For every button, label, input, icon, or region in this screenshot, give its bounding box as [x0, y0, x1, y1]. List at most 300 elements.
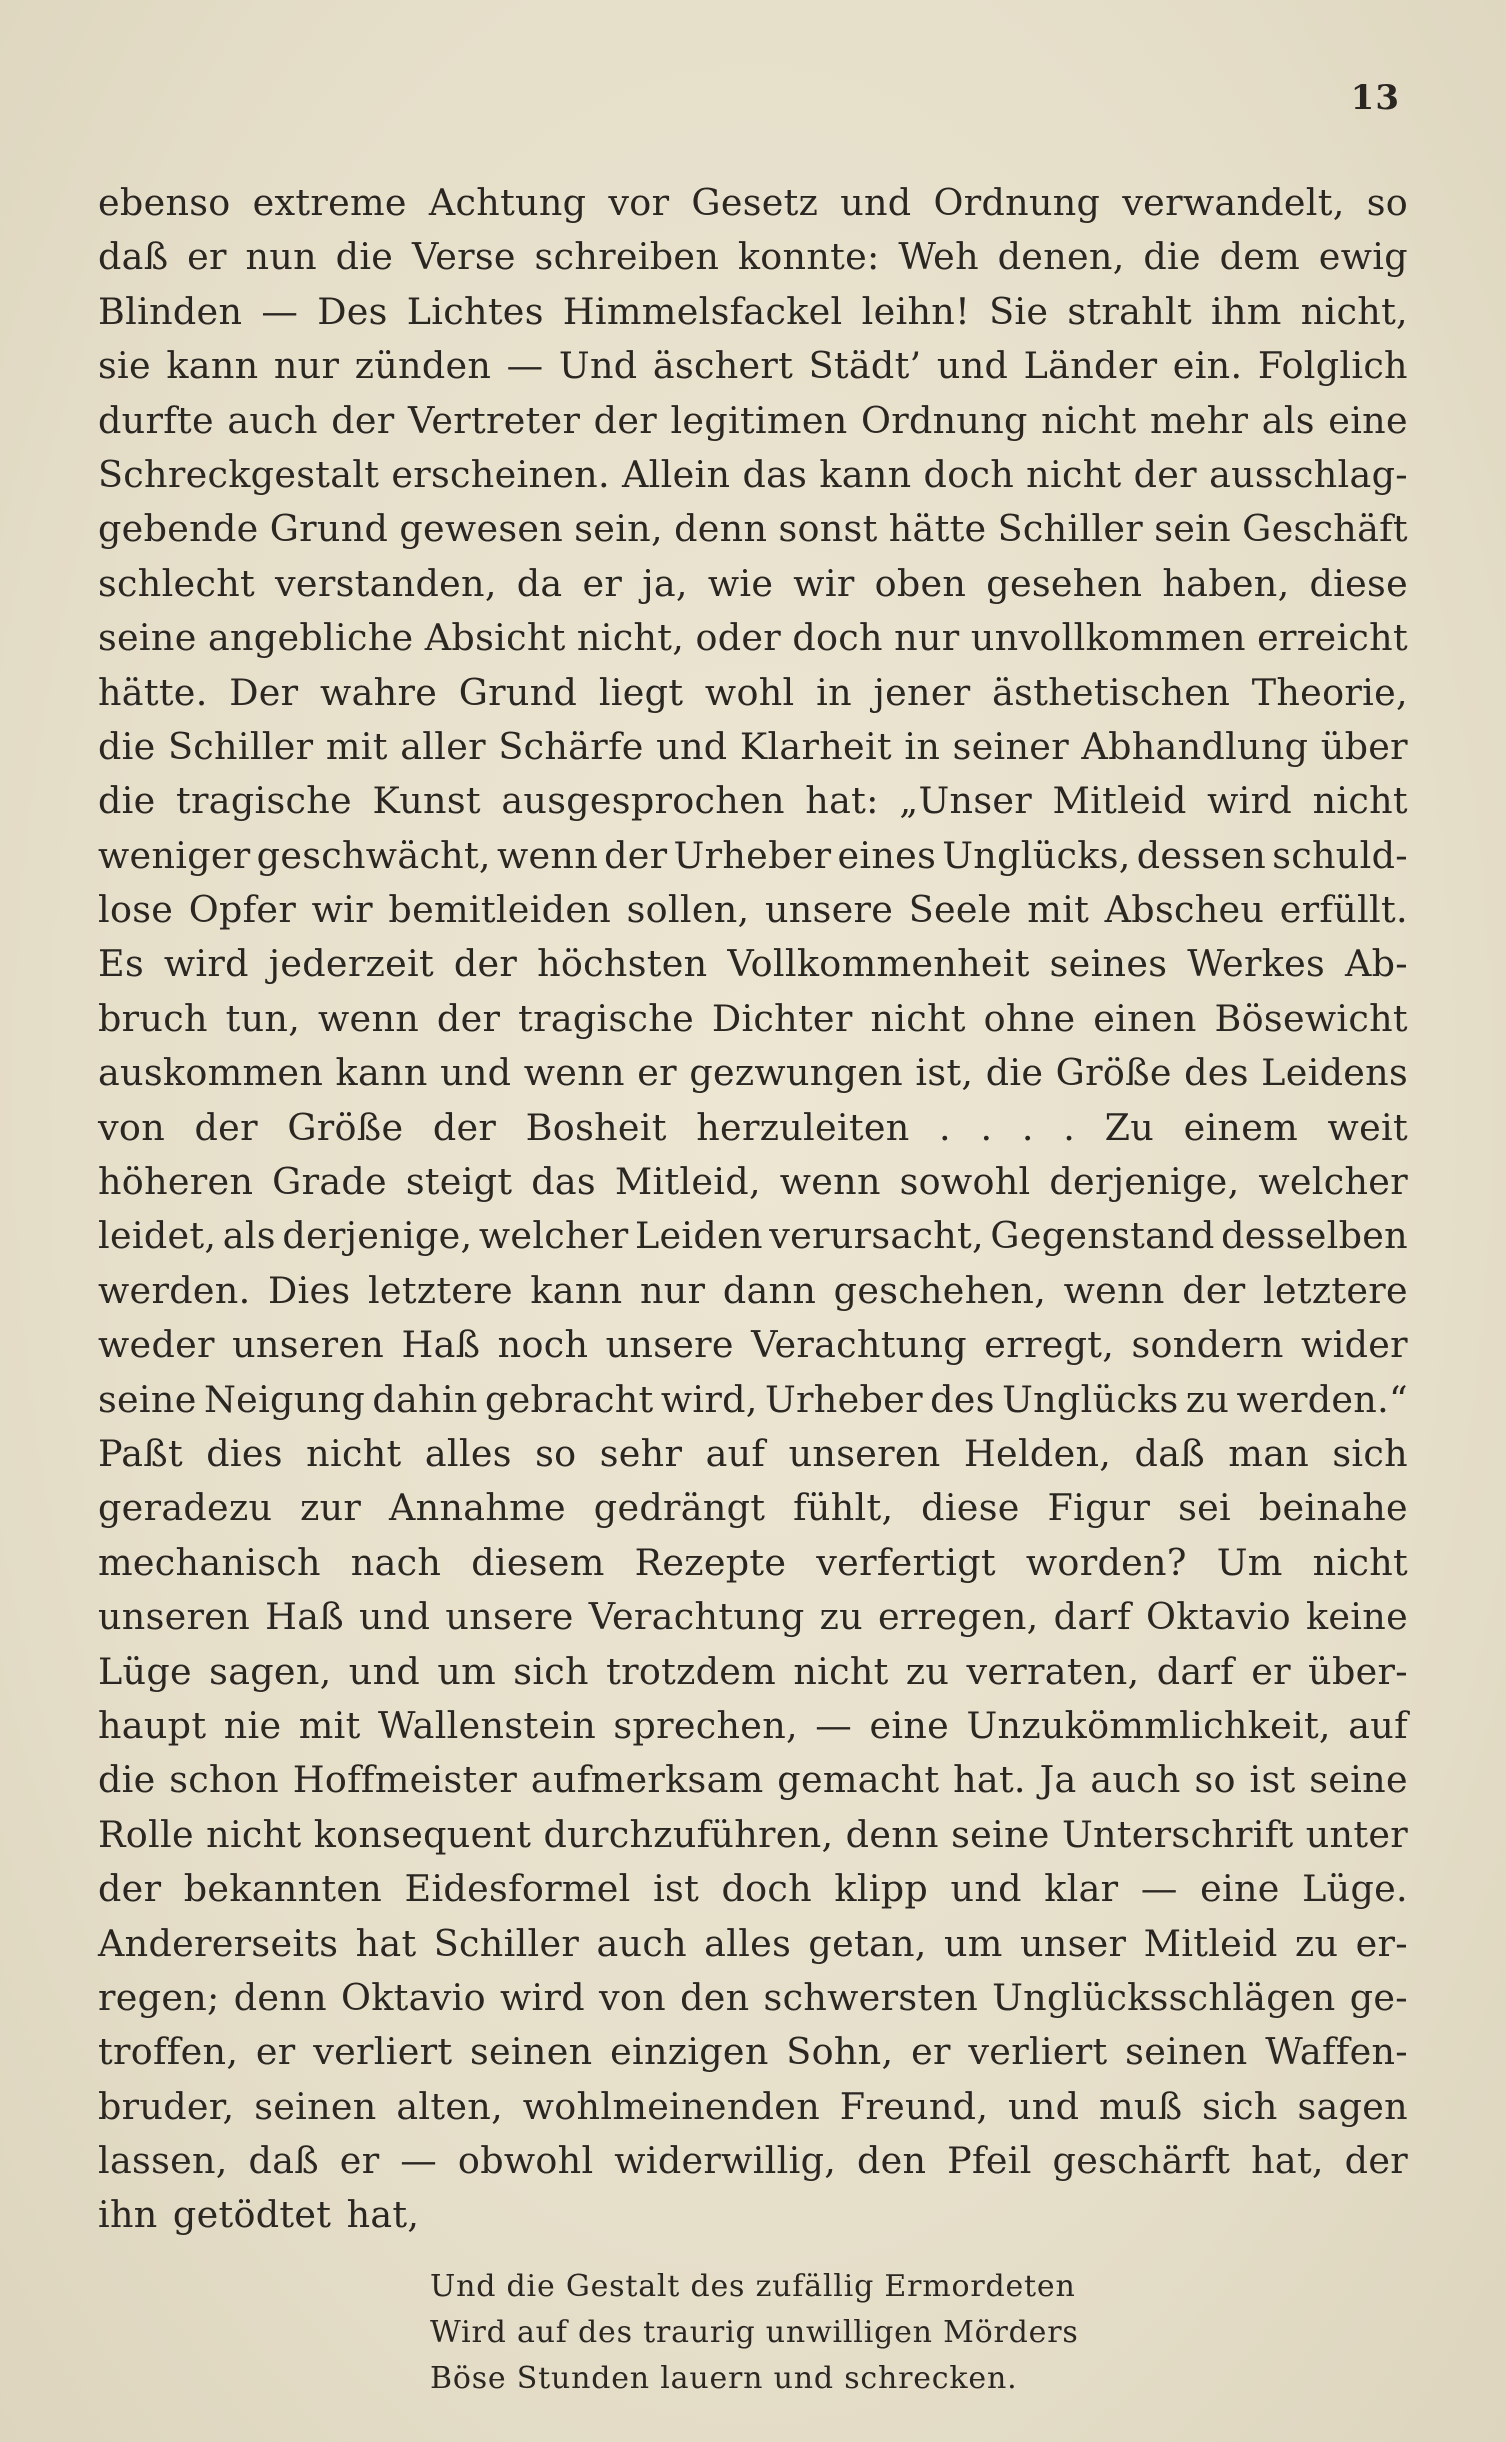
text-line	[98, 1753, 1408, 1807]
word: nicht	[206, 1812, 302, 1856]
text-line	[98, 1373, 1408, 1427]
text-line	[98, 1481, 1408, 1535]
word: seine	[1309, 1758, 1408, 1802]
word: auf	[1348, 1703, 1408, 1747]
word: Unterschrift	[1061, 1812, 1294, 1856]
word: und	[1007, 2084, 1080, 2128]
word: Verse	[411, 235, 516, 279]
word: beinahe	[1258, 1486, 1408, 1530]
text-line	[98, 666, 1408, 720]
word: Urheber	[673, 833, 832, 877]
word: seinen	[470, 2030, 593, 2074]
text-line	[98, 1862, 1408, 1916]
word: Zu	[1104, 1105, 1155, 1149]
word: Figur	[1047, 1486, 1151, 1530]
word: dem	[1219, 235, 1301, 279]
word: dann	[722, 1268, 817, 1312]
word: und	[840, 181, 912, 224]
word: er	[339, 2139, 380, 2183]
page-number: 13	[1350, 78, 1400, 118]
word: hat,	[1251, 2139, 1324, 2183]
word: Schreckgestalt	[98, 452, 380, 496]
text-line	[98, 176, 1408, 230]
word: —	[261, 289, 299, 333]
word: Theorie,	[1251, 670, 1408, 714]
word: Unglücksschlägen	[992, 1975, 1336, 2019]
word: „Unser	[899, 779, 1032, 823]
word: Länder	[1023, 344, 1158, 388]
word: sich	[1202, 2084, 1278, 2128]
word: nicht	[793, 1649, 889, 1693]
word: schwersten	[763, 1975, 979, 2019]
word: doch	[923, 452, 1015, 496]
word: zu	[1185, 1377, 1230, 1421]
word: erfüllt.	[1279, 888, 1408, 932]
word: ist,	[915, 1051, 974, 1095]
verse-line: Und die Gestalt des zufällig Ermordeten	[430, 2269, 1076, 2304]
word: —	[400, 2139, 438, 2183]
word: Oktavio	[341, 1975, 486, 2019]
word: seiner	[952, 724, 1069, 768]
word: verwandelt,	[1122, 181, 1345, 224]
word: legitimen	[670, 398, 848, 442]
word: der	[331, 398, 395, 442]
word: noch	[497, 1323, 589, 1367]
text-line	[98, 1209, 1408, 1263]
word: aller	[400, 724, 486, 768]
text-line	[98, 557, 1408, 611]
word: dahin	[372, 1377, 478, 1421]
word: als	[1261, 398, 1315, 442]
word: Urheber	[764, 1377, 923, 1421]
word: darf	[1053, 1595, 1131, 1639]
word: Haß	[401, 1323, 481, 1367]
word: Geschäft	[1242, 507, 1408, 551]
text-line	[98, 230, 1408, 284]
word: Freund,	[839, 2084, 989, 2128]
word: Und	[558, 344, 638, 388]
text-line	[98, 502, 1408, 556]
verse-line: Wird auf des traurig unwilligen Mörders	[430, 2315, 1079, 2350]
word: er	[187, 235, 227, 279]
word: schon	[169, 1758, 279, 1802]
body-paragraph	[98, 176, 1408, 2243]
word: erregen,	[878, 1595, 1039, 1639]
word: Rezepte	[634, 1540, 787, 1584]
word: des	[1184, 1051, 1249, 1095]
word: konsequent	[313, 1812, 532, 1856]
word: daß	[248, 2139, 319, 2183]
word: Himmelsfackel	[562, 289, 843, 333]
word: Grade	[272, 1160, 387, 1204]
word: dies	[206, 1431, 283, 1475]
word: troffen,	[98, 2030, 239, 2074]
word: .	[1021, 1105, 1034, 1149]
word: der	[436, 996, 501, 1040]
word: ihm	[1210, 289, 1282, 333]
word: ja,	[642, 561, 688, 605]
word: Abhandlung	[1081, 724, 1309, 768]
word: —	[815, 1703, 853, 1747]
text-line	[98, 611, 1408, 665]
word: ewig	[1318, 235, 1408, 279]
word: welcher	[1258, 1160, 1408, 1204]
word: unvollkommen	[970, 616, 1246, 660]
text-line	[98, 1971, 1408, 2025]
word: denn	[674, 507, 768, 551]
word: Städt’	[808, 344, 922, 388]
word: verliert	[313, 2030, 453, 2074]
word: mit	[1027, 888, 1090, 932]
word: gezwungen	[689, 1051, 903, 1095]
word: getan,	[808, 1921, 927, 1965]
word: gesehen	[986, 561, 1143, 605]
word: wir	[311, 888, 373, 932]
text-line	[98, 1590, 1408, 1644]
word: doch	[792, 616, 883, 660]
word: sein,	[574, 507, 663, 551]
text-line	[98, 1917, 1408, 1971]
word: Es	[98, 942, 144, 986]
word: tun,	[225, 996, 301, 1040]
word: weniger	[98, 833, 251, 877]
text-line	[98, 992, 1408, 1046]
word: ge-	[1349, 1975, 1408, 2019]
word: durfte	[98, 398, 214, 442]
word: sei	[1178, 1486, 1232, 1530]
word: unsere	[605, 1323, 734, 1367]
word: diesem	[471, 1540, 605, 1584]
word: Grund	[458, 670, 578, 714]
word: Vertreter	[408, 398, 581, 442]
word: wird	[163, 942, 249, 986]
word: seinen	[254, 2084, 377, 2128]
word: steigt	[405, 1160, 513, 1204]
word: man	[1228, 1431, 1310, 1475]
text-line	[98, 339, 1408, 393]
word: Paßt	[98, 1431, 183, 1475]
word: einen	[1093, 996, 1197, 1040]
word: die	[985, 1051, 1044, 1095]
text-line	[98, 394, 1408, 448]
word: ausschlag-	[1209, 452, 1408, 496]
word: Hoffmeister	[292, 1758, 518, 1802]
word: wird,	[660, 1377, 758, 1421]
word: er	[637, 1051, 677, 1095]
word: Rolle	[98, 1812, 194, 1856]
word: nicht	[1041, 398, 1137, 442]
word: wenn	[318, 996, 420, 1040]
word: eines	[837, 833, 937, 877]
word: Klarheit	[739, 724, 892, 768]
word: er	[911, 2030, 951, 2074]
word: Pfeil	[947, 2139, 1032, 2183]
text-line	[98, 1427, 1408, 1481]
word: den	[680, 1975, 750, 2019]
word: der	[593, 398, 657, 442]
word: —	[506, 344, 544, 388]
word: sie	[98, 344, 151, 388]
word: Werkes	[1187, 942, 1326, 986]
word: und	[359, 1595, 431, 1639]
word: konnte:	[737, 235, 880, 279]
word: Mitleid	[1052, 779, 1187, 823]
word: sagen,	[209, 1649, 332, 1693]
text-line	[98, 2080, 1408, 2134]
word: die	[1143, 235, 1201, 279]
word: fühlt,	[793, 1486, 894, 1530]
word: mit	[325, 724, 388, 768]
word: über-	[1308, 1649, 1408, 1693]
word: Mitleid,	[614, 1160, 761, 1204]
text-line	[98, 2025, 1408, 2079]
word: seine	[98, 616, 197, 660]
word: werden.	[98, 1268, 251, 1312]
word: Abscheu	[1104, 888, 1265, 932]
word: kann	[335, 1051, 428, 1095]
word: Vollkommenheit	[727, 942, 1030, 986]
word: Allein	[622, 452, 731, 496]
word: höheren	[98, 1160, 254, 1204]
word: nicht	[1312, 1540, 1408, 1584]
word: .	[939, 1105, 951, 1149]
word: derjenige,	[282, 1214, 473, 1258]
word: widerwillig,	[614, 2139, 837, 2183]
word: Unzukömmlichkeit,	[966, 1703, 1331, 1747]
word: herzuleiten	[696, 1105, 910, 1149]
word: verraten,	[966, 1649, 1140, 1693]
word: nur	[894, 616, 960, 660]
word: keine	[1305, 1595, 1408, 1639]
text-line	[98, 883, 1408, 937]
word: strahlt	[1067, 289, 1192, 333]
word: eine	[869, 1703, 950, 1747]
word: Haß	[265, 1595, 344, 1639]
word: der	[1182, 1268, 1246, 1312]
word: das	[531, 1160, 596, 1204]
word: leihn!	[861, 289, 971, 333]
word: der	[453, 942, 518, 986]
word: die	[98, 1758, 156, 1802]
word: gedrängt	[593, 1486, 766, 1530]
word: Verachtung	[588, 1595, 805, 1639]
word: Unglücks,	[942, 833, 1131, 877]
word: auch	[596, 1921, 687, 1965]
word: nicht	[870, 996, 966, 1040]
word: Kunst	[372, 779, 481, 823]
text-line	[98, 1264, 1408, 1318]
word: Schiller	[433, 1921, 580, 1965]
word: zünden	[354, 344, 492, 388]
word: unseren	[788, 1431, 941, 1475]
word: derjenige,	[1049, 1160, 1240, 1204]
word: wird	[1207, 779, 1293, 823]
word: schuld-	[1272, 833, 1408, 877]
word: Lüge	[98, 1649, 192, 1693]
word: äschert	[652, 344, 794, 388]
word: letztere	[1263, 1268, 1408, 1312]
word: gebende	[98, 507, 259, 551]
word: dessen	[1136, 833, 1267, 877]
word: desselben	[1221, 1214, 1408, 1258]
word: Bosheit	[525, 1105, 667, 1149]
word: klar	[1044, 1867, 1119, 1911]
verse-line: Böse Stunden lauern und schrecken.	[430, 2361, 1018, 2396]
word: ohne	[983, 996, 1076, 1040]
word: —	[1140, 1867, 1178, 1911]
word: sich	[513, 1649, 589, 1693]
word: der	[604, 833, 668, 877]
word: Annahme	[389, 1486, 566, 1530]
word: getödtet	[172, 2193, 332, 2237]
word: nicht	[306, 1431, 402, 1475]
word: und	[950, 1867, 1022, 1911]
word: Dies	[267, 1268, 351, 1312]
word: wenn	[1063, 1268, 1165, 1312]
word: unseren	[232, 1323, 385, 1367]
word: oben	[874, 561, 967, 605]
word: ist	[1249, 1758, 1296, 1802]
text-line	[98, 1155, 1408, 1209]
word: in	[904, 724, 941, 768]
word: alles	[424, 1431, 512, 1475]
word: so	[535, 1431, 577, 1475]
word: aufmerksam	[530, 1758, 764, 1802]
word: lassen,	[98, 2139, 228, 2183]
word: denen,	[997, 235, 1125, 279]
word: bemitleiden	[388, 888, 612, 932]
word: wenn	[779, 1160, 881, 1204]
word: schlecht	[98, 561, 255, 605]
word: Ordnung	[933, 181, 1101, 224]
word: um	[944, 1921, 1003, 1965]
text-line	[98, 720, 1408, 774]
word: nicht,	[576, 616, 685, 660]
word: hätte	[888, 507, 987, 551]
word: ebenso	[98, 181, 231, 224]
word: bruch	[98, 996, 208, 1040]
word: mehr	[1149, 398, 1249, 442]
word: seinen	[1125, 2030, 1248, 2074]
word: Helden,	[963, 1431, 1112, 1475]
word: angebliche	[207, 616, 414, 660]
word: schreiben	[534, 235, 720, 279]
word: welcher	[478, 1214, 629, 1258]
word: um	[437, 1649, 497, 1693]
word: er	[582, 561, 623, 605]
word: Opfer	[188, 888, 297, 932]
word: von	[598, 1975, 666, 2019]
word: ihn	[98, 2193, 158, 2237]
word: nur	[273, 344, 340, 388]
word: jener	[873, 670, 971, 714]
word: klipp	[834, 1867, 929, 1911]
word: nicht	[1312, 779, 1408, 823]
word: gebracht	[484, 1377, 654, 1421]
word: tragische	[518, 996, 695, 1040]
word: einzigen	[610, 2030, 769, 2074]
word: daß	[1134, 1431, 1205, 1475]
word: und	[440, 1051, 512, 1095]
word: letztere	[367, 1268, 513, 1312]
word: regen;	[98, 1975, 220, 2019]
word: er	[1251, 1649, 1291, 1693]
word: Sohn,	[786, 2030, 894, 2074]
word: liegt	[598, 670, 684, 714]
word: Gegenstand	[990, 1214, 1215, 1258]
word: oder	[695, 616, 782, 660]
word: alten,	[396, 2084, 503, 2128]
word: Bösewicht	[1214, 996, 1408, 1040]
text-line	[98, 1318, 1408, 1372]
word: die	[98, 724, 156, 768]
word: trotzdem	[606, 1649, 777, 1693]
word: der	[194, 1105, 258, 1149]
word: kann	[819, 452, 912, 496]
word: muß	[1099, 2084, 1183, 2128]
word: Grund	[269, 507, 389, 551]
word: und	[348, 1649, 421, 1693]
word: Eidesformel	[404, 1867, 631, 1911]
text-line	[98, 937, 1408, 991]
word: erscheinen.	[391, 452, 610, 496]
word: das	[742, 452, 808, 496]
word: wenn	[523, 1051, 625, 1095]
word: Lichtes	[406, 289, 544, 333]
word: Absicht	[424, 616, 566, 660]
word: nach	[350, 1540, 442, 1584]
word: haben,	[1162, 561, 1290, 605]
word: mechanisch	[98, 1540, 321, 1584]
word: verstanden,	[275, 561, 497, 605]
word: Seele	[908, 888, 1012, 932]
word: in	[816, 670, 852, 714]
word: Achtung	[428, 181, 587, 224]
word: Größe	[287, 1105, 404, 1149]
word: zu	[819, 1595, 863, 1639]
word: er	[255, 2030, 296, 2074]
word: Sie	[989, 289, 1049, 333]
word: geradezu	[98, 1486, 273, 1530]
word: lose	[98, 888, 174, 932]
word: gewesen	[399, 507, 564, 551]
text-line	[98, 1699, 1408, 1753]
word: zu	[1295, 1921, 1339, 1965]
text-line	[98, 448, 1408, 502]
word: Wallenstein	[377, 1703, 597, 1747]
word: Um	[1216, 1540, 1283, 1584]
text-line	[98, 2134, 1408, 2188]
word: der	[98, 1867, 162, 1911]
word: da	[516, 561, 563, 605]
word: worden?	[1025, 1540, 1187, 1584]
word: auch	[227, 398, 318, 442]
word: unsere	[764, 888, 894, 932]
word: wider	[1301, 1323, 1408, 1367]
word: hat,	[346, 2193, 420, 2237]
word: denn	[845, 1812, 939, 1856]
word: seine	[98, 1377, 197, 1421]
word: von	[98, 1105, 166, 1149]
word: Leidens	[1261, 1051, 1408, 1095]
word: verliert	[968, 2030, 1108, 2074]
word: jederzeit	[268, 942, 434, 986]
word: Folglich	[1257, 344, 1408, 388]
word: Leiden	[634, 1214, 763, 1258]
word: Dichter	[711, 996, 853, 1040]
word: einem	[1183, 1105, 1299, 1149]
word: kann	[166, 344, 259, 388]
